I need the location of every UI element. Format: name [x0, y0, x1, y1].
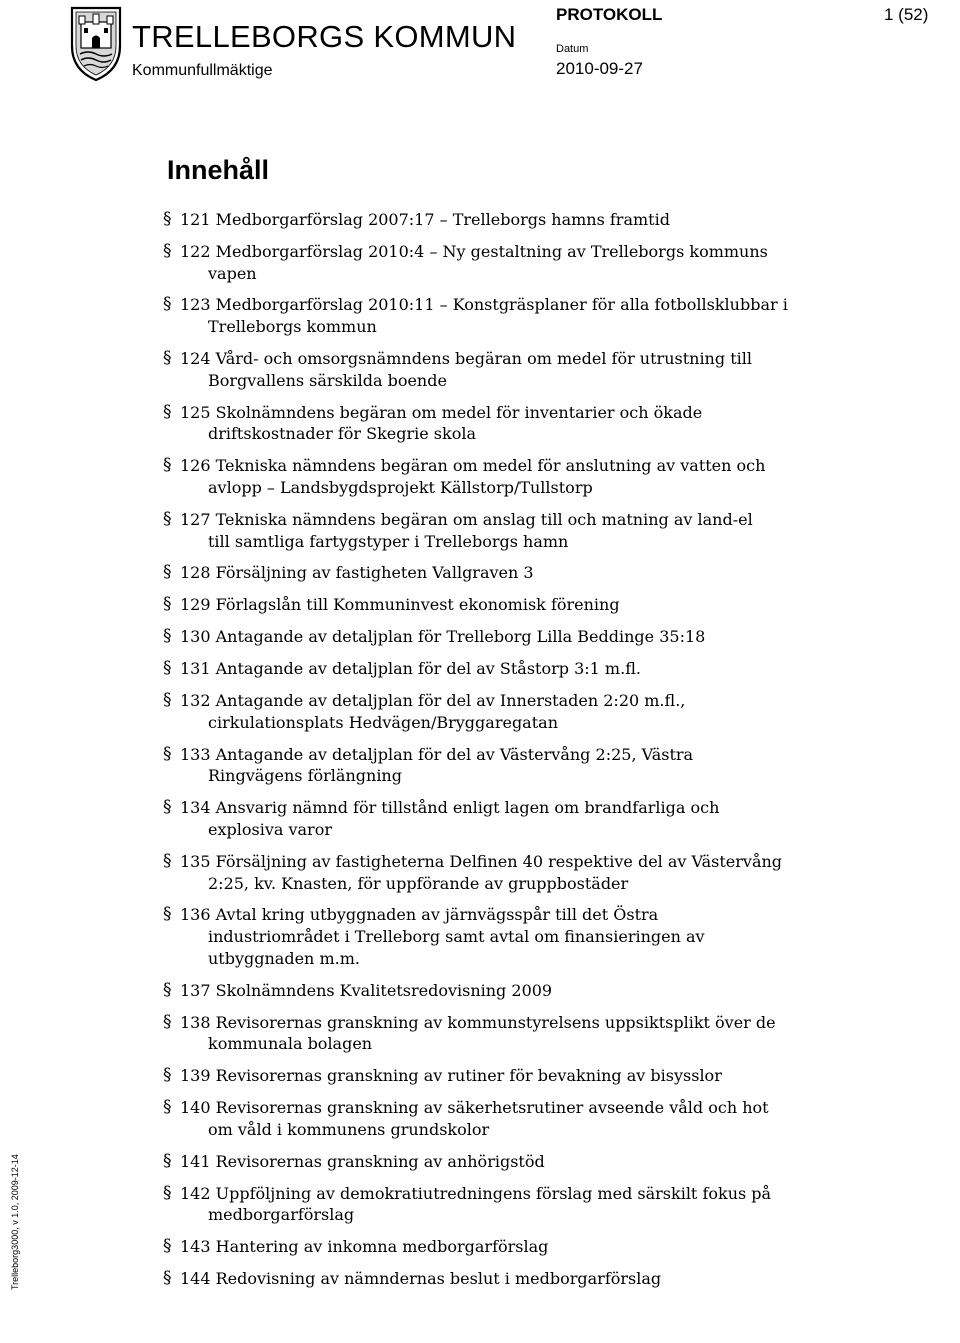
- toc-item: [163, 1151, 803, 1173]
- toc-item-line: 124 Vård- och omsorgsnämndens begäran om medel för utrustning till: [180, 349, 752, 369]
- toc-item: [163, 1097, 803, 1140]
- toc-item-line: 138 Revisorernas granskning av kommunstyrelsens uppsiktsplikt över de: [180, 1012, 776, 1032]
- table-of-contents: [163, 209, 803, 1300]
- toc-item: [163, 851, 803, 894]
- toc-item-line: 139 Revisorernas granskning av rutiner för bevakning av bisysslor: [180, 1066, 722, 1086]
- toc-item-line: 142 Uppföljning av demokratiutredningens förslag med särskilt fokus på: [180, 1183, 772, 1203]
- toc-item: [163, 209, 803, 231]
- section-symbol: §: [163, 1236, 172, 1257]
- toc-item-line: 128 Försäljning av fastigheten Vallgraven 3: [180, 563, 534, 583]
- toc-item-line: 121 Medborgarförslag 2007:17 – Trelleborgs hamns framtid: [180, 210, 670, 229]
- document-type: PROTOKOLL: [556, 5, 663, 24]
- toc-item-line: 129 Förlagslån till Kommuninvest ekonomisk förening: [180, 595, 620, 615]
- toc-item: [163, 690, 803, 733]
- toc-item-line: 136 Avtal kring utbyggnaden av järnvägsspår till det Östra: [180, 905, 659, 925]
- section-symbol: §: [163, 240, 172, 261]
- toc-item: [163, 744, 803, 787]
- toc-item: [163, 1183, 803, 1226]
- section-symbol: §: [163, 1268, 172, 1289]
- toc-item-line: Trelleborgs kommun: [208, 317, 377, 337]
- section-symbol: §: [163, 904, 172, 925]
- toc-item-text: [180, 626, 705, 648]
- toc-item-line: 131 Antagande av detaljplan för del av Ståstorp 3:1 m.fl.: [180, 659, 641, 679]
- toc-item-text: [180, 851, 782, 894]
- page-title: Innehåll: [167, 155, 270, 185]
- toc-item-text: [180, 402, 702, 445]
- toc-item-text: [180, 294, 788, 337]
- toc-item: [163, 241, 803, 284]
- toc-item-text: [180, 1097, 769, 1140]
- toc-item-line: avlopp – Landsbygdsprojekt Källstorp/Tullstorp: [208, 477, 593, 497]
- toc-item-text: [180, 455, 765, 498]
- toc-item-line: kommunala bolagen: [208, 1034, 373, 1054]
- toc-item-text: [180, 209, 670, 231]
- toc-item-text: [180, 690, 685, 733]
- section-symbol: §: [163, 658, 172, 679]
- section-symbol: §: [163, 594, 172, 615]
- toc-item-line: 135 Försäljning av fastigheterna Delfinen 40 respektive del av Västervång: [180, 851, 783, 871]
- section-symbol: §: [163, 1011, 172, 1032]
- toc-item-text: [180, 509, 753, 552]
- section-symbol: §: [163, 1097, 172, 1118]
- toc-item-line: driftskostnader för Skegrie skola: [208, 424, 476, 444]
- toc-item-line: 133 Antagande av detaljplan för del av Västervång 2:25, Västra: [180, 744, 694, 764]
- toc-item-line: 2:25, kv. Knasten, för uppförande av gruppbostäder: [208, 873, 629, 893]
- toc-item-text: [180, 1268, 661, 1290]
- document-header: [0, 0, 960, 90]
- toc-item-text: [180, 594, 620, 616]
- toc-item-line: Borgvallens särskilda boende: [208, 370, 447, 390]
- toc-item-line: cirkulationsplats Hedvägen/Bryggaregatan: [208, 712, 558, 732]
- template-version-note: Trelleborg3000, v 1.0, 2009-12-14: [10, 1154, 20, 1290]
- section-symbol: §: [163, 1065, 172, 1086]
- toc-item: [163, 562, 803, 584]
- toc-item-line: vapen: [208, 263, 257, 283]
- section-symbol: §: [163, 979, 172, 1000]
- toc-item: [163, 509, 803, 552]
- toc-item-line: 127 Tekniska nämndens begäran om anslag till och matning av land-el: [180, 509, 753, 529]
- toc-item: [163, 455, 803, 498]
- section-symbol: §: [163, 797, 172, 818]
- toc-item-text: [180, 1183, 771, 1226]
- toc-item-line: 125 Skolnämndens begäran om medel för inventarier och ökade: [180, 402, 703, 422]
- toc-item-text: [180, 241, 768, 284]
- toc-item-line: 137 Skolnämndens Kvalitetsredovisning 2009: [180, 980, 553, 1000]
- toc-item-line: Ringvägens förlängning: [208, 766, 402, 786]
- toc-item-line: 122 Medborgarförslag 2010:4 – Ny gestaltning av Trelleborgs kommuns: [180, 241, 768, 261]
- toc-item-line: 144 Redovisning av nämndernas beslut i medborgarförslag: [180, 1269, 662, 1289]
- toc-item: [163, 1065, 803, 1087]
- section-symbol: §: [163, 1150, 172, 1171]
- toc-item-line: utbyggnaden m.m.: [208, 948, 360, 968]
- toc-item-text: [180, 1151, 545, 1173]
- toc-item-line: 140 Revisorernas granskning av säkerhetsrutiner avseende våld och hot: [180, 1098, 769, 1118]
- toc-item-line: 123 Medborgarförslag 2010:11 – Konstgräsplaner för alla fotbollsklubbar i: [180, 295, 788, 315]
- toc-item: [163, 658, 803, 680]
- toc-item: [163, 626, 803, 648]
- section-symbol: §: [163, 209, 172, 229]
- section-symbol: §: [163, 508, 172, 529]
- toc-item: [163, 980, 803, 1002]
- toc-item-text: [180, 1065, 722, 1087]
- municipal-coat-of-arms-icon: [68, 2, 124, 82]
- toc-item-line: 143 Hantering av inkomna medborgarförslag: [180, 1237, 549, 1257]
- toc-item-text: [180, 797, 719, 840]
- toc-item-text: [180, 980, 552, 1002]
- toc-item-line: explosiva varor: [208, 819, 332, 839]
- date-label: Datum: [556, 43, 589, 55]
- toc-item-line: 130 Antagande av detaljplan för Trelleborg Lilla Beddinge 35:18: [180, 627, 706, 647]
- toc-item-text: [180, 904, 705, 969]
- section-symbol: §: [163, 850, 172, 871]
- toc-item-line: industriområdet i Trelleborg samt avtal om finansieringen av: [208, 927, 705, 947]
- toc-item-line: om våld i kommunens grundskolor: [208, 1119, 490, 1139]
- section-symbol: §: [163, 455, 172, 476]
- section-symbol: §: [163, 743, 172, 764]
- toc-item-line: till samtliga fartygstyper i Trelleborgs hamn: [208, 531, 569, 551]
- toc-item: [163, 1268, 803, 1290]
- section-symbol: §: [163, 348, 172, 369]
- toc-item: [163, 797, 803, 840]
- toc-item: [163, 1236, 803, 1258]
- organization-name: TRELLEBORGS KOMMUN: [132, 19, 517, 54]
- toc-item-text: [180, 1236, 548, 1258]
- toc-item: [163, 348, 803, 391]
- section-symbol: §: [163, 626, 172, 647]
- toc-item: [163, 904, 803, 969]
- toc-item-text: [180, 348, 752, 391]
- toc-item: [163, 294, 803, 337]
- section-symbol: §: [163, 401, 172, 422]
- section-symbol: §: [163, 294, 172, 315]
- page-number: 1 (52): [884, 5, 929, 24]
- toc-item: [163, 594, 803, 616]
- toc-item: [163, 1012, 803, 1055]
- toc-item-text: [180, 1012, 776, 1055]
- toc-item-line: medborgarförslag: [208, 1205, 355, 1225]
- toc-item-text: [180, 658, 641, 680]
- section-symbol: §: [163, 1182, 172, 1203]
- toc-item-line: 126 Tekniska nämndens begäran om medel för anslutning av vatten och: [180, 456, 766, 476]
- section-symbol: §: [163, 690, 172, 711]
- toc-item-line: 141 Revisorernas granskning av anhörigstöd: [180, 1151, 545, 1171]
- department-name: Kommunfullmäktige: [132, 62, 273, 79]
- toc-item: [163, 402, 803, 445]
- document-date: 2010-09-27: [556, 59, 643, 78]
- section-symbol: §: [163, 562, 172, 583]
- toc-item-text: [180, 744, 693, 787]
- toc-item-line: 132 Antagande av detaljplan för del av Innerstaden 2:20 m.fl.,: [180, 691, 686, 711]
- toc-item-text: [180, 562, 534, 584]
- toc-item-line: 134 Ansvarig nämnd för tillstånd enligt lagen om brandfarliga och: [180, 798, 720, 818]
